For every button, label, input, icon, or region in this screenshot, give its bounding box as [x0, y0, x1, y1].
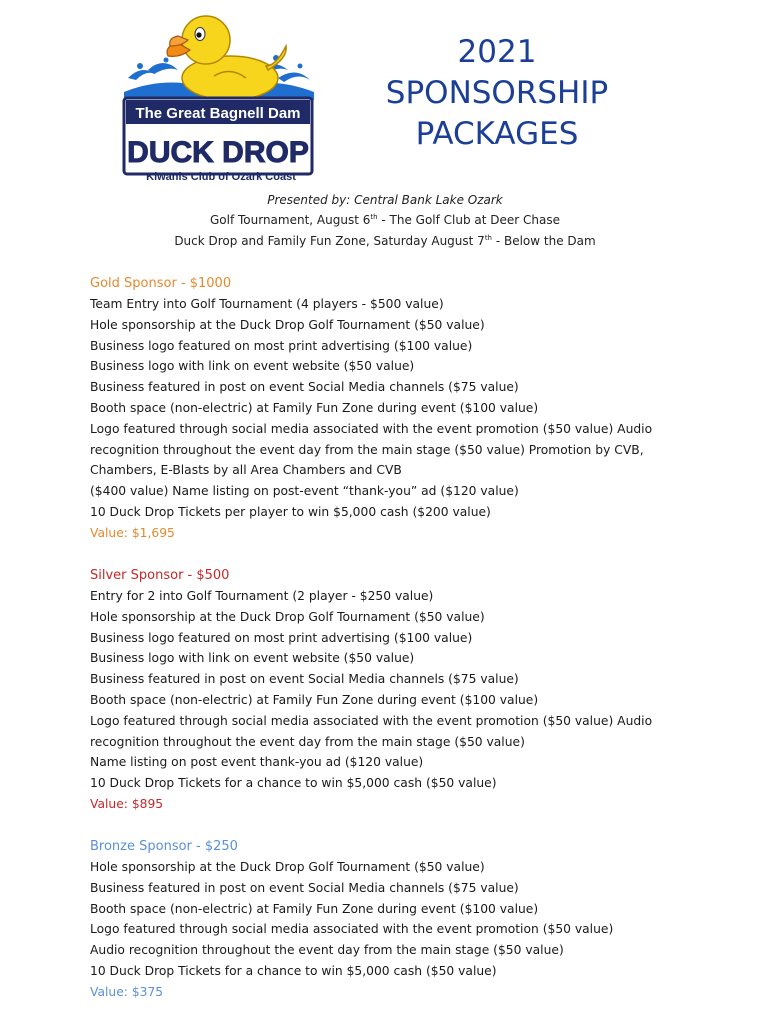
logo-main-text: DUCK DROP	[127, 136, 309, 169]
golf-event-before: Golf Tournament, August 6	[209, 213, 371, 227]
title-line-3: PACKAGES	[415, 116, 579, 152]
gold-benefit-line: 10 Duck Drop Tickets per player to win $5,000 cash ($200 value)	[90, 504, 491, 519]
bronze-benefit-line: Audio recognition throughout the event day from the main stage ($50 value)	[90, 943, 564, 958]
gold-benefit-line: recognition throughout the event day from the main stage ($50 value) Promotion by CVB,	[90, 442, 644, 457]
title-year: 2021	[457, 34, 537, 70]
logo-caption: Kiwanis Club of Ozark Coast	[146, 171, 296, 183]
gold-benefit-line: ($400 value) Name listing on post-event “thank-you” ad ($120 value)	[90, 484, 519, 499]
duck-event-line	[0, 234, 770, 248]
duck-event-sup: th	[484, 234, 492, 242]
page-title	[372, 32, 622, 155]
gold-sponsor-section	[90, 274, 690, 544]
duck-event-before: Duck Drop and Family Fun Zone, Saturday August 7	[174, 234, 485, 248]
silver-sponsor-heading: Silver Sponsor - $500	[90, 568, 230, 583]
silver-benefit-line: Hole sponsorship at the Duck Drop Golf Tournament ($50 value)	[90, 609, 485, 624]
silver-benefit-line: Booth space (non-electric) at Family Fun Zone during event ($100 value)	[90, 692, 539, 707]
silver-benefit-line: Business featured in post on event Social Media channels ($75 value)	[90, 672, 519, 687]
gold-benefit-line: Chambers, E-Blasts by all Area Chambers and CVB	[90, 463, 402, 478]
silver-benefit-line: Business logo featured on most print advertising ($100 value)	[90, 630, 473, 645]
gold-benefit-line: Business logo with link on event website ($50 value)	[90, 359, 415, 374]
bronze-sponsor-section	[90, 837, 690, 1003]
golf-event-line	[0, 213, 770, 227]
gold-sponsor-heading: Gold Sponsor - $1000	[90, 276, 232, 291]
gold-benefit-line: Team Entry into Golf Tournament (4 players - $500 value)	[90, 297, 444, 311]
silver-sponsor-section	[90, 566, 690, 815]
duck-drop-logo	[118, 8, 318, 190]
logo-banner-text: The Great Bagnell Dam	[135, 105, 301, 122]
silver-sponsor-value: Value: $895	[90, 796, 164, 811]
bronze-sponsor-heading: Bronze Sponsor - $250	[90, 839, 238, 854]
bronze-benefit-line: Logo featured through social media associated with the event promotion ($50 value)	[90, 922, 614, 937]
golf-event-sup: th	[370, 213, 378, 221]
gold-benefit-line: Hole sponsorship at the Duck Drop Golf Tournament ($50 value)	[90, 317, 485, 332]
silver-benefit-line: Logo featured through social media associated with the event promotion ($50 value) Audio	[90, 713, 653, 728]
gold-sponsor-value: Value: $1,695	[90, 525, 175, 540]
silver-benefit-line: Business logo with link on event website ($50 value)	[90, 651, 415, 666]
gold-benefit-line: Booth space (non-electric) at Family Fun Zone during event ($100 value)	[90, 400, 539, 415]
bronze-benefit-line: Business featured in post on event Social Media channels ($75 value)	[90, 880, 519, 895]
bronze-benefit-line: Booth space (non-electric) at Family Fun Zone during event ($100 value)	[90, 901, 539, 916]
gold-benefit-line: Business logo featured on most print advertising ($100 value)	[90, 338, 473, 353]
title-line-2: SPONSORSHIP	[385, 75, 609, 111]
bronze-benefit-line: Hole sponsorship at the Duck Drop Golf Tournament ($50 value)	[90, 860, 485, 874]
silver-benefit-line: recognition throughout the event day from the main stage ($50 value)	[90, 734, 525, 749]
silver-benefit-line: 10 Duck Drop Tickets for a chance to win $5,000 cash ($50 value)	[90, 776, 497, 791]
presented-by: Presented by: Central Bank Lake Ozark	[267, 193, 503, 207]
bronze-sponsor-value: Value: $375	[90, 984, 164, 999]
golf-event-after: - The Golf Club at Deer Chase	[377, 213, 561, 227]
gold-benefit-line: Business featured in post on event Social Media channels ($75 value)	[90, 380, 519, 395]
duck-event-after: - Below the Dam	[492, 234, 596, 248]
silver-benefit-line: Entry for 2 into Golf Tournament (2 player - $250 value)	[90, 589, 434, 603]
gold-benefit-line: Logo featured through social media associated with the event promotion ($50 value) Audio	[90, 421, 653, 436]
bronze-benefit-line: 10 Duck Drop Tickets for a chance to win $5,000 cash ($50 value)	[90, 963, 497, 978]
silver-benefit-line: Name listing on post event thank-you ad ($120 value)	[90, 755, 424, 770]
